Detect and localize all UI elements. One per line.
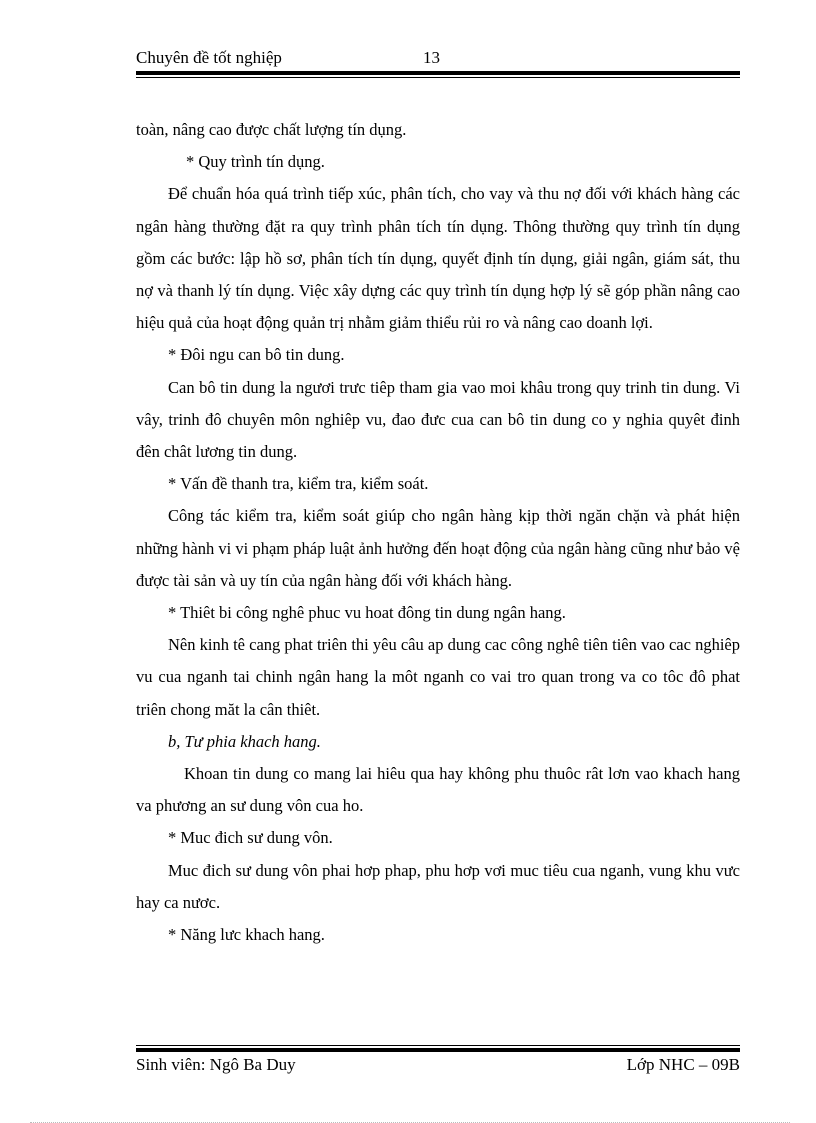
- paragraph: Can bô tin dung la ngươi trưc tiêp tham gia vao moi khâu trong quy trinh tin dung. Vi vây, trinh đô chuyên môn nghiêp vu, đao đưc cua can bô tin dung co y nghia quyêt đinh đên chât lương tin dung.: [136, 377, 740, 462]
- subsection-heading: b, Tư phia khach hang.: [168, 731, 321, 751]
- page-header: [136, 48, 740, 70]
- page-number: 13: [423, 48, 440, 67]
- paragraph: Công tác kiểm tra, kiểm soát giúp cho ngân hàng kịp thời ngăn chặn và phát hiện những hành vi vi phạm pháp luật ảnh hưởng đến hoạt động của ngân hàng cũng như bảo vệ được tài sản và uy tín của ngân hàng đối với khách hàng.: [136, 506, 740, 590]
- header-rule-thick: [136, 71, 740, 75]
- document-title: Chuyên đề tốt nghiệp: [136, 48, 282, 67]
- section-heading: * Thiêt bi công nghê phuc vu hoat đông tin dung ngân hang.: [168, 603, 566, 623]
- class-code: Lớp NHC – 09B: [626, 1055, 740, 1074]
- section-heading: * Đôi ngu can bô tin dung.: [168, 345, 345, 365]
- section-heading: * Vấn đề thanh tra, kiểm tra, kiểm soát.: [168, 474, 429, 494]
- paragraph: Khoan tin dung co mang lai hiêu qua hay không phu thuôc rât lơn vao khach hang va phương an sư dung vôn cua ho.: [136, 764, 740, 816]
- paragraph: Nên kinh tê cang phat triên thi yêu câu ap dung cac công nghê tiên tiên vao cac nghiêp vu cua nganh tai chinh ngân hang la môt nganh co vai tro quan trong va co tôc đô phat triên chong măt la cân thiêt.: [136, 635, 740, 719]
- paragraph: Muc đich sư dung vôn phai hơp phap, phu hơp vơi muc tiêu cua nganh, vung khu vưc hay ca nươc.: [136, 860, 740, 912]
- page-footer: [136, 1055, 740, 1079]
- paragraph: toàn, nâng cao được chất lượng tín dụng.: [136, 120, 407, 139]
- student-name: Sinh viên: Ngô Ba Duy: [136, 1055, 296, 1074]
- paragraph: Để chuẩn hóa quá trình tiếp xúc, phân tích, cho vay và thu nợ đối với khách hàng các ngân hàng thường đặt ra quy trình phân tích tín dụng. Thông thường quy trình tín dụng gồm các bước: lập hồ sơ, phân tích tín dụng, quyết định tín dụng, giải ngân, giám sát, thu nợ và thanh lý tín dụng. Việc xây dựng các quy trình tín dụng hợp lý sẽ góp phần nâng cao hiệu quả của hoạt động quản trị nhằm giảm thiểu rủi ro và nâng cao doanh lợi.: [136, 184, 740, 333]
- section-heading: * Muc đich sư dung vôn.: [168, 828, 333, 848]
- section-heading: * Năng lưc khach hang.: [168, 925, 325, 945]
- section-heading: * Quy trình tín dụng.: [186, 152, 325, 172]
- footer-rule-thick: [136, 1048, 740, 1052]
- footer-rule-thin: [136, 1045, 740, 1046]
- header-rule-thin: [136, 77, 740, 78]
- body-text: [136, 114, 740, 951]
